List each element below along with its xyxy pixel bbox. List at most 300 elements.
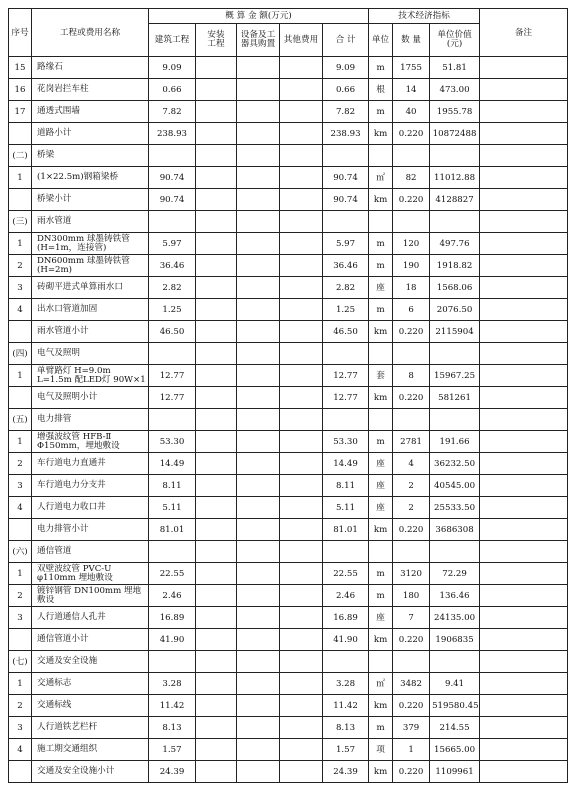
row-note [480, 563, 568, 585]
row-unit-price: 1568.06 [430, 277, 480, 299]
row-install [196, 453, 237, 475]
row-total: 0.66 [323, 79, 369, 101]
row-seq [9, 519, 32, 541]
table-row [9, 453, 568, 475]
row-unit-price: 497.76 [430, 233, 480, 255]
table-row [9, 123, 568, 145]
row-seq: (七) [9, 651, 32, 673]
row-qty: 6 [393, 299, 430, 321]
row-unit: km [369, 761, 393, 783]
row-qty: 120 [393, 233, 430, 255]
row-other [280, 365, 323, 387]
row-qty: 40 [393, 101, 430, 123]
row-total: 5.11 [323, 497, 369, 519]
row-unit: km [369, 189, 393, 211]
row-equip [237, 717, 280, 739]
row-install [196, 475, 237, 497]
row-qty: 0.220 [393, 387, 430, 409]
row-unit-price: 4128827 [430, 189, 480, 211]
row-unit [369, 145, 393, 167]
row-name: 交通标线 [32, 695, 149, 717]
row-install [196, 519, 237, 541]
row-seq: (二) [9, 145, 32, 167]
row-total: 11.42 [323, 695, 369, 717]
row-other [280, 189, 323, 211]
row-build: 8.13 [149, 717, 196, 739]
row-install [196, 189, 237, 211]
row-unit-price: 25533.50 [430, 497, 480, 519]
row-build: 8.11 [149, 475, 196, 497]
row-build: 24.39 [149, 761, 196, 783]
row-unit [369, 409, 393, 431]
row-unit-price: 40545.00 [430, 475, 480, 497]
row-note [480, 57, 568, 79]
row-unit: km [369, 519, 393, 541]
header-unit-price: 单位价值 (元) [430, 24, 480, 57]
row-name: 增强波纹管 HFB-Ⅱ Φ150mm，埋地敷设 [32, 431, 149, 453]
row-name: 电气及照明小计 [32, 387, 149, 409]
row-equip [237, 167, 280, 189]
row-build: 2.82 [149, 277, 196, 299]
row-other [280, 651, 323, 673]
estimate-table-container [8, 8, 568, 783]
row-total: 5.97 [323, 233, 369, 255]
row-total [323, 145, 369, 167]
row-unit: 座 [369, 453, 393, 475]
row-equip [237, 497, 280, 519]
row-other [280, 607, 323, 629]
header-unit: 单位 [369, 24, 393, 57]
row-note [480, 365, 568, 387]
row-equip [237, 541, 280, 563]
row-unit-price: 15967.25 [430, 365, 480, 387]
row-build: 11.42 [149, 695, 196, 717]
row-install [196, 651, 237, 673]
row-build [149, 343, 196, 365]
estimate-table [8, 8, 568, 783]
row-unit-price: 581261 [430, 387, 480, 409]
row-install [196, 629, 237, 651]
row-seq: 1 [9, 563, 32, 585]
row-unit: m [369, 255, 393, 277]
table-row [9, 145, 568, 167]
row-equip [237, 365, 280, 387]
row-name: 出水口管道加固 [32, 299, 149, 321]
row-other [280, 167, 323, 189]
row-note [480, 497, 568, 519]
row-total: 41.90 [323, 629, 369, 651]
row-seq [9, 629, 32, 651]
row-seq: 1 [9, 167, 32, 189]
row-equip [237, 211, 280, 233]
row-unit: m [369, 101, 393, 123]
header-amount-group: 概 算 金 额(万元) [149, 9, 369, 24]
row-install [196, 695, 237, 717]
row-unit: km [369, 321, 393, 343]
row-total: 46.50 [323, 321, 369, 343]
row-name: 交通及安全设施小计 [32, 761, 149, 783]
row-build [149, 651, 196, 673]
row-unit-price: 36232.50 [430, 453, 480, 475]
row-equip [237, 607, 280, 629]
table-row [9, 673, 568, 695]
header-other: 其他费用 [280, 24, 323, 57]
row-unit-price: 519580.45 [430, 695, 480, 717]
row-qty [393, 211, 430, 233]
row-qty: 4 [393, 453, 430, 475]
row-other [280, 585, 323, 607]
row-other [280, 233, 323, 255]
row-qty [393, 651, 430, 673]
row-qty: 1 [393, 739, 430, 761]
row-name: 通信管道小计 [32, 629, 149, 651]
row-unit: m [369, 57, 393, 79]
row-install [196, 79, 237, 101]
row-name: 花岗岩拦车柱 [32, 79, 149, 101]
row-seq: 3 [9, 475, 32, 497]
header-seq: 序号 [9, 9, 32, 57]
row-unit-price: 2115904 [430, 321, 480, 343]
row-unit-price: 191.66 [430, 431, 480, 453]
row-qty [393, 409, 430, 431]
header-tech-group: 技术经济指标 [369, 9, 480, 24]
table-row [9, 79, 568, 101]
row-other [280, 57, 323, 79]
row-build: 12.77 [149, 365, 196, 387]
row-name: 桥梁小计 [32, 189, 149, 211]
row-total [323, 211, 369, 233]
row-unit-price: 1955.78 [430, 101, 480, 123]
row-equip [237, 475, 280, 497]
row-qty: 0.220 [393, 189, 430, 211]
row-qty: 379 [393, 717, 430, 739]
row-other [280, 431, 323, 453]
row-build: 16.89 [149, 607, 196, 629]
row-name: 道路小计 [32, 123, 149, 145]
row-note [480, 255, 568, 277]
row-name: 车行道电力直通井 [32, 453, 149, 475]
row-build: 12.77 [149, 387, 196, 409]
row-total [323, 541, 369, 563]
row-unit: m [369, 299, 393, 321]
row-total: 2.82 [323, 277, 369, 299]
header-name: 工程或费用名称 [32, 9, 149, 57]
row-name: 路缘石 [32, 57, 149, 79]
table-row [9, 387, 568, 409]
header-row-top [9, 9, 568, 24]
row-seq: 2 [9, 695, 32, 717]
table-row [9, 739, 568, 761]
row-build [149, 145, 196, 167]
row-install [196, 673, 237, 695]
row-seq: 15 [9, 57, 32, 79]
row-note [480, 79, 568, 101]
header-total: 合 计 [323, 24, 369, 57]
row-install [196, 585, 237, 607]
row-unit-price: 9.41 [430, 673, 480, 695]
row-total: 7.82 [323, 101, 369, 123]
row-total: 3.28 [323, 673, 369, 695]
row-equip [237, 695, 280, 717]
row-qty: 180 [393, 585, 430, 607]
row-equip [237, 629, 280, 651]
row-other [280, 255, 323, 277]
row-qty [393, 145, 430, 167]
row-note [480, 761, 568, 783]
row-name: 镀锌钢管 DN100mm 埋地敷设 [32, 585, 149, 607]
row-equip [237, 57, 280, 79]
row-equip [237, 343, 280, 365]
row-unit-price [430, 409, 480, 431]
row-build: 7.82 [149, 101, 196, 123]
row-install [196, 321, 237, 343]
row-equip [237, 431, 280, 453]
row-install [196, 761, 237, 783]
row-equip [237, 453, 280, 475]
table-row [9, 343, 568, 365]
table-row [9, 475, 568, 497]
row-unit-price: 1906835 [430, 629, 480, 651]
row-unit-price [430, 541, 480, 563]
row-build: 1.25 [149, 299, 196, 321]
row-unit-price: 1109961 [430, 761, 480, 783]
row-total: 14.49 [323, 453, 369, 475]
row-qty: 2 [393, 497, 430, 519]
row-unit: m [369, 431, 393, 453]
row-seq: (四) [9, 343, 32, 365]
row-unit-price: 136.46 [430, 585, 480, 607]
row-build [149, 211, 196, 233]
row-total: 36.46 [323, 255, 369, 277]
row-seq: 16 [9, 79, 32, 101]
row-note [480, 673, 568, 695]
row-note [480, 629, 568, 651]
row-unit [369, 211, 393, 233]
row-equip [237, 563, 280, 585]
row-note [480, 299, 568, 321]
row-seq: 1 [9, 365, 32, 387]
row-other [280, 717, 323, 739]
row-other [280, 321, 323, 343]
row-other [280, 79, 323, 101]
table-row [9, 717, 568, 739]
row-seq [9, 321, 32, 343]
table-row [9, 57, 568, 79]
row-name: 交通标志 [32, 673, 149, 695]
row-seq: 1 [9, 233, 32, 255]
row-note [480, 343, 568, 365]
row-other [280, 409, 323, 431]
row-equip [237, 409, 280, 431]
row-unit-price: 2076.50 [430, 299, 480, 321]
row-note [480, 717, 568, 739]
row-note [480, 409, 568, 431]
row-note [480, 233, 568, 255]
row-install [196, 563, 237, 585]
row-note [480, 167, 568, 189]
row-qty: 0.220 [393, 123, 430, 145]
row-equip [237, 79, 280, 101]
row-install [196, 387, 237, 409]
table-row [9, 409, 568, 431]
row-build: 3.28 [149, 673, 196, 695]
table-row [9, 189, 568, 211]
row-unit-price: 3686308 [430, 519, 480, 541]
row-other [280, 629, 323, 651]
row-note [480, 189, 568, 211]
row-seq: 2 [9, 585, 32, 607]
row-other [280, 211, 323, 233]
row-qty: 18 [393, 277, 430, 299]
row-install [196, 409, 237, 431]
row-name: 通信管道 [32, 541, 149, 563]
row-build [149, 541, 196, 563]
row-qty: 0.220 [393, 519, 430, 541]
row-seq [9, 123, 32, 145]
row-note [480, 101, 568, 123]
row-install [196, 717, 237, 739]
row-unit: 项 [369, 739, 393, 761]
row-qty: 0.220 [393, 629, 430, 651]
row-name: 雨水管道小计 [32, 321, 149, 343]
row-unit: ㎡ [369, 673, 393, 695]
row-qty: 2781 [393, 431, 430, 453]
row-seq: 4 [9, 299, 32, 321]
table-row [9, 277, 568, 299]
row-unit-price: 10872488 [430, 123, 480, 145]
row-unit-price [430, 211, 480, 233]
table-row [9, 255, 568, 277]
row-equip [237, 233, 280, 255]
row-name: 人行道通信人孔井 [32, 607, 149, 629]
row-build: 90.74 [149, 167, 196, 189]
header-qty: 数 量 [393, 24, 430, 57]
header-install: 安装 工程 [196, 24, 237, 57]
table-row [9, 563, 568, 585]
row-unit: km [369, 695, 393, 717]
row-other [280, 519, 323, 541]
row-note [480, 145, 568, 167]
row-total: 53.30 [323, 431, 369, 453]
row-other [280, 475, 323, 497]
row-unit: 座 [369, 497, 393, 519]
row-total: 12.77 [323, 387, 369, 409]
row-equip [237, 387, 280, 409]
row-unit: m [369, 717, 393, 739]
row-note [480, 651, 568, 673]
row-note [480, 541, 568, 563]
table-row [9, 365, 568, 387]
row-equip [237, 255, 280, 277]
row-install [196, 145, 237, 167]
row-qty: 82 [393, 167, 430, 189]
row-name: DN600mm 球墨铸铁管(H=2m) [32, 255, 149, 277]
row-total: 90.74 [323, 167, 369, 189]
row-qty: 3120 [393, 563, 430, 585]
row-total: 9.09 [323, 57, 369, 79]
row-equip [237, 761, 280, 783]
row-other [280, 101, 323, 123]
table-row [9, 167, 568, 189]
row-equip [237, 651, 280, 673]
row-total: 12.77 [323, 365, 369, 387]
row-unit: km [369, 629, 393, 651]
row-unit: 根 [369, 79, 393, 101]
row-install [196, 123, 237, 145]
row-equip [237, 145, 280, 167]
row-name: 电气及照明 [32, 343, 149, 365]
row-total [323, 409, 369, 431]
row-other [280, 563, 323, 585]
row-build: 22.55 [149, 563, 196, 585]
row-qty: 1755 [393, 57, 430, 79]
table-row [9, 695, 568, 717]
row-other [280, 761, 323, 783]
row-seq: 4 [9, 739, 32, 761]
row-equip [237, 123, 280, 145]
row-unit-price: 214.55 [430, 717, 480, 739]
row-qty: 7 [393, 607, 430, 629]
row-seq: 1 [9, 673, 32, 695]
row-qty: 3482 [393, 673, 430, 695]
row-equip [237, 277, 280, 299]
table-row [9, 299, 568, 321]
row-build: 14.49 [149, 453, 196, 475]
row-equip [237, 321, 280, 343]
row-build: 36.46 [149, 255, 196, 277]
row-seq [9, 761, 32, 783]
row-name: 桥梁 [32, 145, 149, 167]
row-name: 车行道电力分支井 [32, 475, 149, 497]
row-name: 人行道电力收口井 [32, 497, 149, 519]
row-build: 238.93 [149, 123, 196, 145]
row-build: 41.90 [149, 629, 196, 651]
row-unit: m [369, 585, 393, 607]
row-unit-price: 15665.00 [430, 739, 480, 761]
row-seq: 3 [9, 717, 32, 739]
row-unit: 座 [369, 607, 393, 629]
row-equip [237, 739, 280, 761]
row-other [280, 343, 323, 365]
row-seq: 3 [9, 607, 32, 629]
table-row [9, 519, 568, 541]
row-name: 交通及安全设施 [32, 651, 149, 673]
row-seq: 4 [9, 497, 32, 519]
row-seq: (五) [9, 409, 32, 431]
row-total: 8.11 [323, 475, 369, 497]
row-other [280, 695, 323, 717]
row-install [196, 343, 237, 365]
row-name: 通透式围墙 [32, 101, 149, 123]
row-seq: (六) [9, 541, 32, 563]
row-unit-price: 473.00 [430, 79, 480, 101]
row-note [480, 695, 568, 717]
row-unit [369, 651, 393, 673]
table-row [9, 233, 568, 255]
row-other [280, 123, 323, 145]
row-build [149, 409, 196, 431]
row-seq: 3 [9, 277, 32, 299]
row-build: 9.09 [149, 57, 196, 79]
row-qty: 2 [393, 475, 430, 497]
row-name: 砖砌平进式单算雨水口 [32, 277, 149, 299]
row-note [480, 431, 568, 453]
table-row [9, 541, 568, 563]
row-unit: m [369, 233, 393, 255]
row-other [280, 541, 323, 563]
row-install [196, 233, 237, 255]
row-qty [393, 343, 430, 365]
